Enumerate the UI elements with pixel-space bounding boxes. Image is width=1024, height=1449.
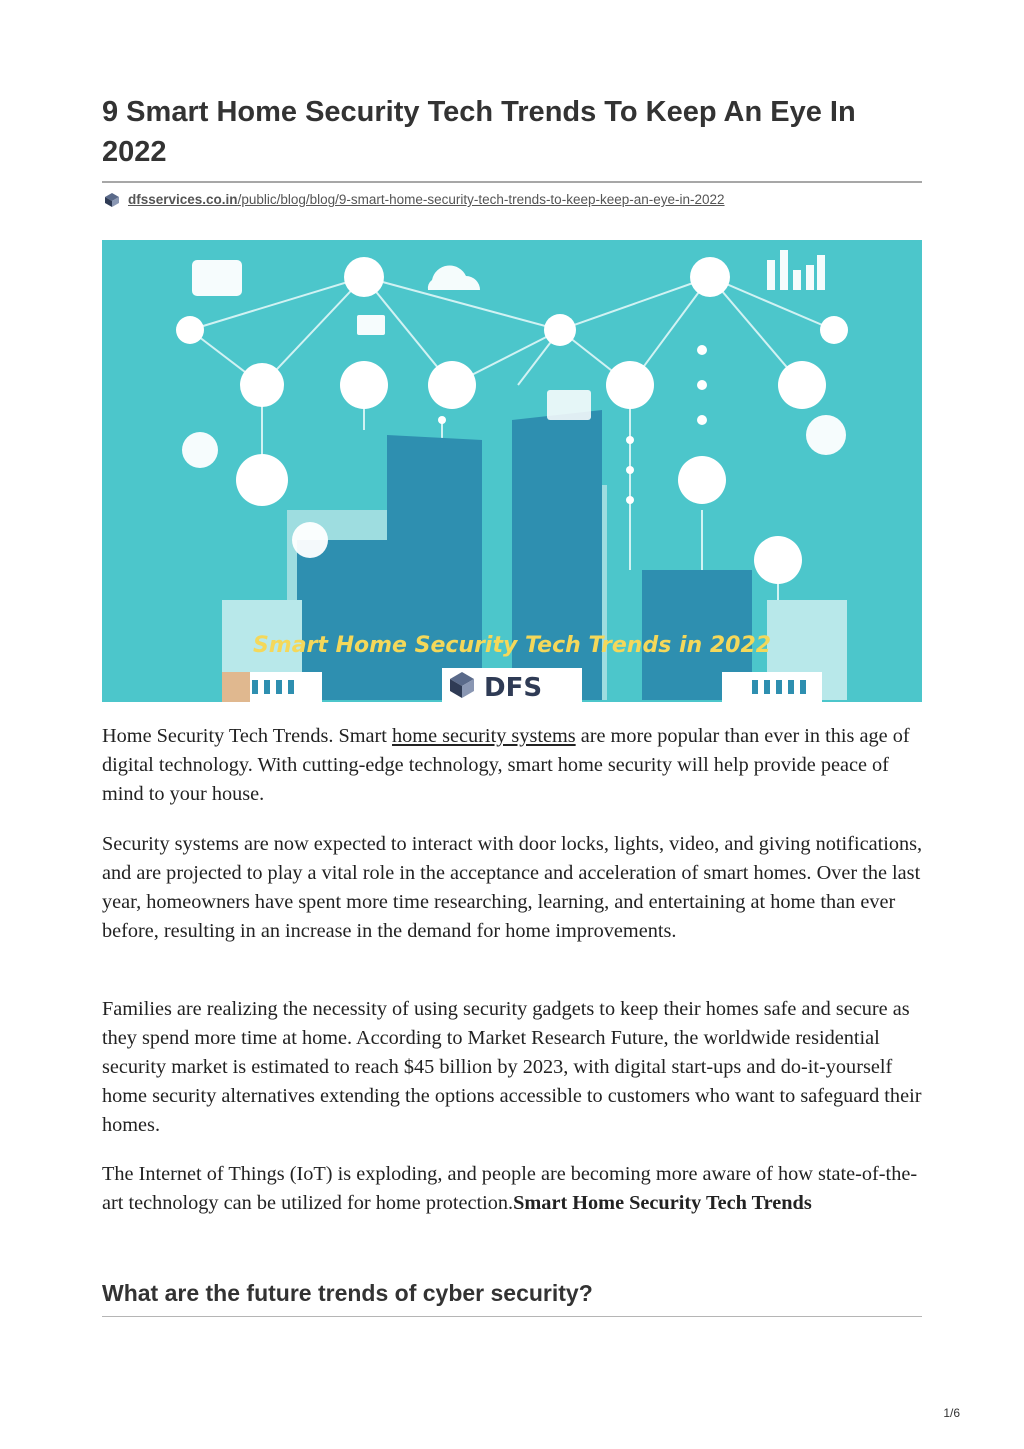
source-path[interactable]: /public/blog/blog/9-smart-home-security-tech-trends-to-keep-keep-an-eye-in-2022 [237,192,725,207]
article-title: 9 Smart Home Security Tech Trends To Keep An Eye In 2022 [102,96,856,168]
paragraph-1 [102,722,928,809]
paragraph-4-text: The Internet of Things (IoT) is exploding, and people are becoming more aware of how state-of-the-art technology can be utilized for home protection. [102,1163,918,1214]
paragraph-2: Security systems are now expected to interact with door locks, lights, video, and giving notifications, and are projected to play a vital role in the acceptance and acceleration of smart homes. Over the last year, homeowners have spent more time researching, learning, and entertaining at home than ever before, resulting in an increase in the demand for home improvements. [102,833,923,942]
home-security-systems-link[interactable]: home security systems [392,725,576,747]
dfs-favicon-icon [104,192,120,208]
paragraph-3: Families are realizing the necessity of using security gadgets to keep their homes safe and secure as they spend more time at home. According to Market Research Future, the worldwide residential security market is estimated to reach $45 billion by 2023, with digital start-ups and do-it-yourself home security alternatives extending the options accessible to customers who want to safeguard their homes. [102,998,922,1136]
source-link[interactable] [104,190,725,210]
hero-image [102,240,922,702]
paragraph-4 [102,1160,928,1218]
paragraph-1-text-end: are more popular than ever in this age of digital technology. With cutting-edge technology, smart home security will help provide peace of mind to your house. [102,725,910,805]
section-heading: What are the future trends of cyber security? [102,1280,593,1306]
hero-illustration [102,240,922,702]
title-divider [102,181,922,183]
dfs-logo [442,668,582,702]
page-number: 1/6 [943,1406,960,1420]
paragraph-4-bold-keyword: Smart Home Security Tech Trends [513,1192,812,1214]
section-divider [102,1316,922,1317]
dfs-logo-text: DFS [484,673,543,702]
source-domain[interactable]: dfsservices.co.in [128,192,238,207]
paragraph-1-text-start: Home Security Tech Trends. Smart [102,725,393,747]
hero-banner-text: Smart Home Security Tech Trends in 2022 [252,633,772,658]
